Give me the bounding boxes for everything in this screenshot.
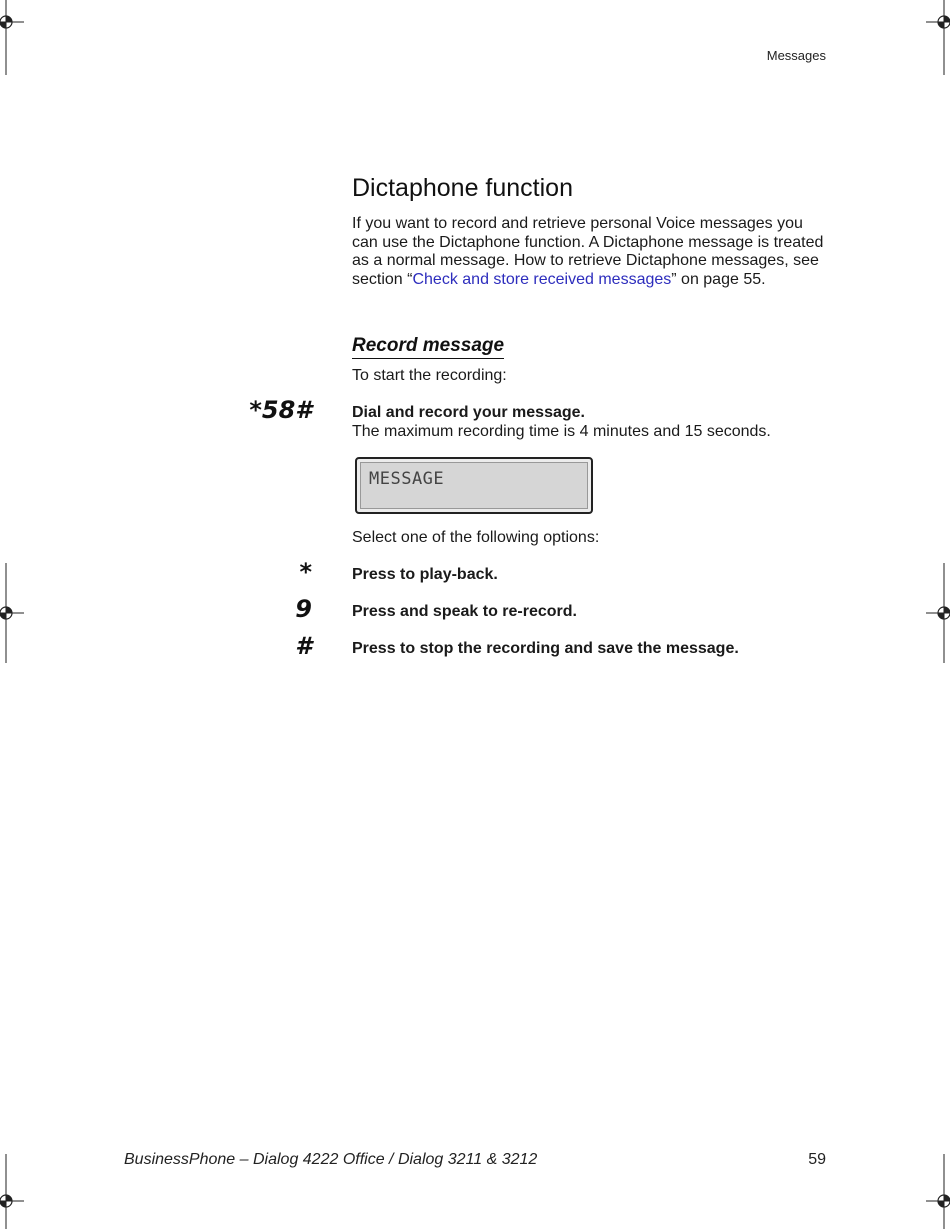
start-instruction: To start the recording:: [352, 367, 507, 384]
phone-display: [355, 457, 593, 514]
option-play-back: Press to play-back.: [352, 566, 498, 583]
dial-instruction: Dial and record your message.: [352, 404, 585, 421]
page-number: 59: [808, 1151, 826, 1168]
intro-paragraph: [352, 215, 832, 289]
dial-note: The maximum recording time is 4 minutes and 15 seconds.: [352, 423, 771, 440]
running-header: Messages: [766, 48, 826, 63]
option-re-record: Press and speak to re-record.: [352, 603, 577, 620]
star-key: *: [299, 558, 312, 586]
registration-mark-icon: [0, 563, 40, 663]
section-heading: Record message: [352, 335, 504, 359]
registration-mark-icon: [0, 1149, 40, 1229]
registration-mark-icon: [0, 0, 40, 80]
dial-code-key: *58#: [249, 396, 312, 424]
nine-key: 9: [295, 595, 312, 623]
options-instruction: Select one of the following options:: [352, 529, 600, 546]
option-stop-save: Press to stop the recording and save the message.: [352, 640, 739, 657]
display-text: MESSAGE: [369, 469, 445, 489]
intro-text: If you want to record and retrieve personal Voice messages you can use the Dictaphone function. A Dictaphone message is treated as a normal message. How to retrieve Dictaphone messages, see section “: [352, 215, 824, 288]
registration-mark-icon: [910, 563, 950, 663]
page-title: Dictaphone function: [352, 174, 573, 202]
footer-product-name: BusinessPhone – Dialog 4222 Office / Dialog 3211 & 3212: [124, 1151, 538, 1168]
registration-mark-icon: [910, 1149, 950, 1229]
registration-mark-icon: [910, 0, 950, 80]
hash-key: #: [295, 632, 312, 660]
intro-text-end: ” on page 55.: [671, 270, 766, 288]
cross-reference-link[interactable]: Check and store received messages: [412, 270, 672, 288]
